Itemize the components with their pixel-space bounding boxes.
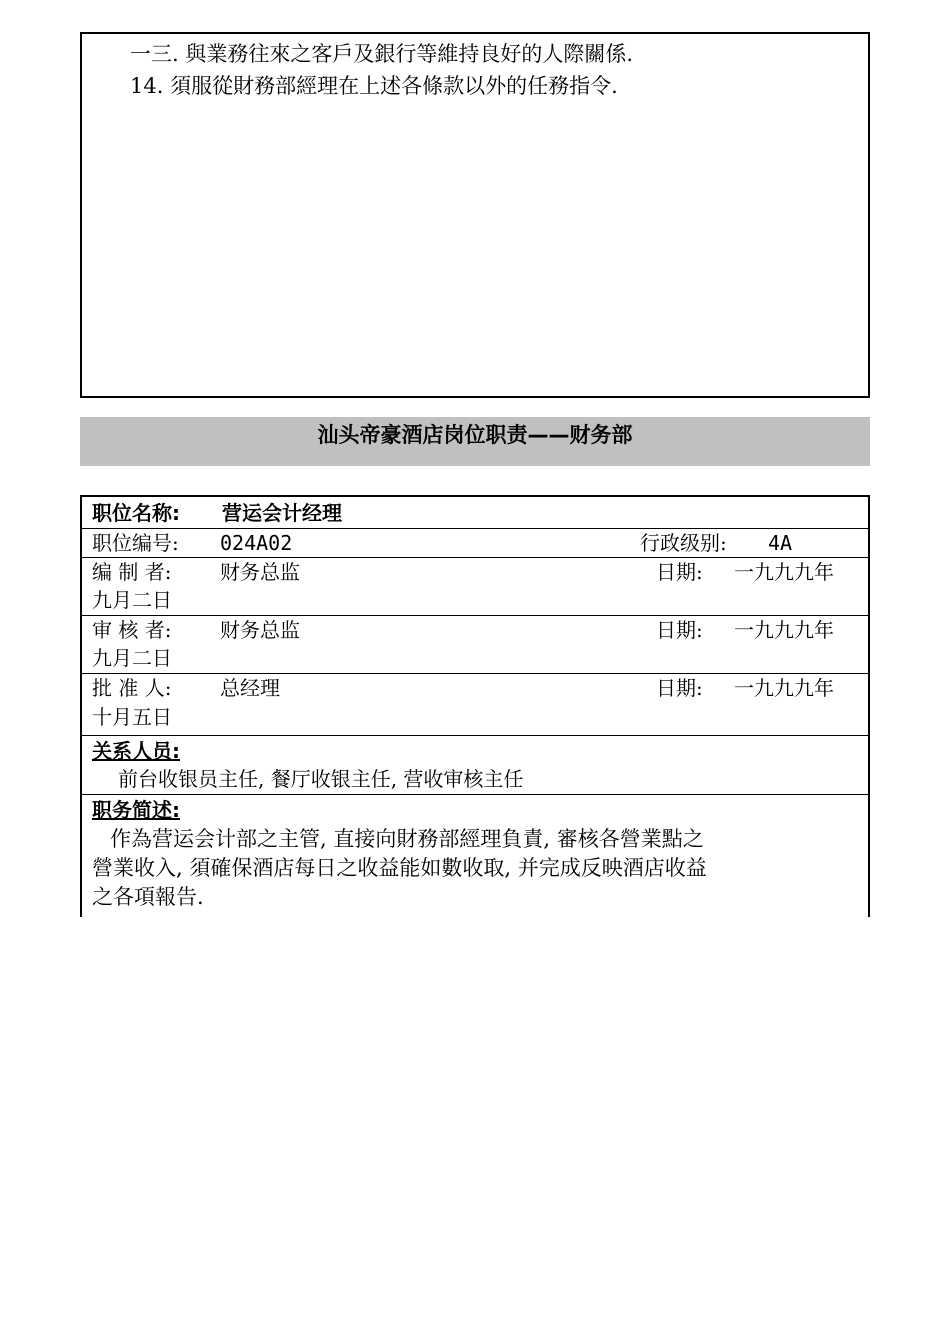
page-title-banner [80,417,870,466]
row-approved-by [82,674,868,736]
row-position-title [82,497,868,529]
prepared-by-label: 编 制 者: [92,560,172,584]
prepared-date-part2: 九月二日 [92,588,172,612]
position-title-label: 职位名称: [92,501,180,525]
row-summary [82,795,868,917]
reviewed-by-label: 审 核 者: [92,618,172,642]
related-staff-label: 关系人员: [92,739,180,763]
prepared-by-value: 财务总监 [220,560,300,584]
summary-label: 职务简述: [92,798,180,822]
row-related-staff [82,736,868,795]
row-prepared-by [82,558,868,616]
approved-by-label: 批 准 人: [92,676,172,700]
reviewed-date-part2: 九月二日 [92,646,172,670]
summary-line-3: 之各項報告. [92,885,204,909]
approved-date-label: 日期: [656,676,703,700]
approved-by-value: 总经理 [220,676,280,700]
position-no-label: 职位编号: [92,531,179,555]
reviewed-date-label: 日期: [656,618,703,642]
position-title-value: 营运会计经理 [222,501,342,525]
row-position-no [82,529,868,558]
grade-value: 4A [768,531,793,555]
approved-date-part2: 十月五日 [92,705,172,729]
position-no-value: 024A02 [220,531,293,555]
prepared-date-label: 日期: [656,560,703,584]
approved-date-part1: 一九九九年 [734,676,834,700]
duty-item-14: 14. 須服從財務部經理在上述各條款以外的任務指令. [130,74,618,98]
related-staff-text: 前台收银员主任, 餐厅收银主任, 营收审核主任 [118,767,524,791]
continuation-box [80,32,870,398]
reviewed-by-value: 财务总监 [220,618,300,642]
summary-line-2: 營業收入, 須確保酒店每日之收益能如數收取, 并完成反映酒店收益 [92,856,707,880]
prepared-date-part1: 一九九九年 [734,560,834,584]
job-description-form [80,495,870,917]
summary-line-1: 作為营运会计部之主管, 直接向財務部經理負責, 審核各營業點之 [110,827,704,851]
grade-label: 行政级别: [640,531,727,555]
reviewed-date-part1: 一九九九年 [734,618,834,642]
page-title: 汕头帝豪酒店岗位职责——财务部 [317,423,633,447]
duty-item-13: 一三. 與業務往來之客戶及銀行等維持良好的人際關係. [130,42,634,66]
row-reviewed-by [82,616,868,674]
